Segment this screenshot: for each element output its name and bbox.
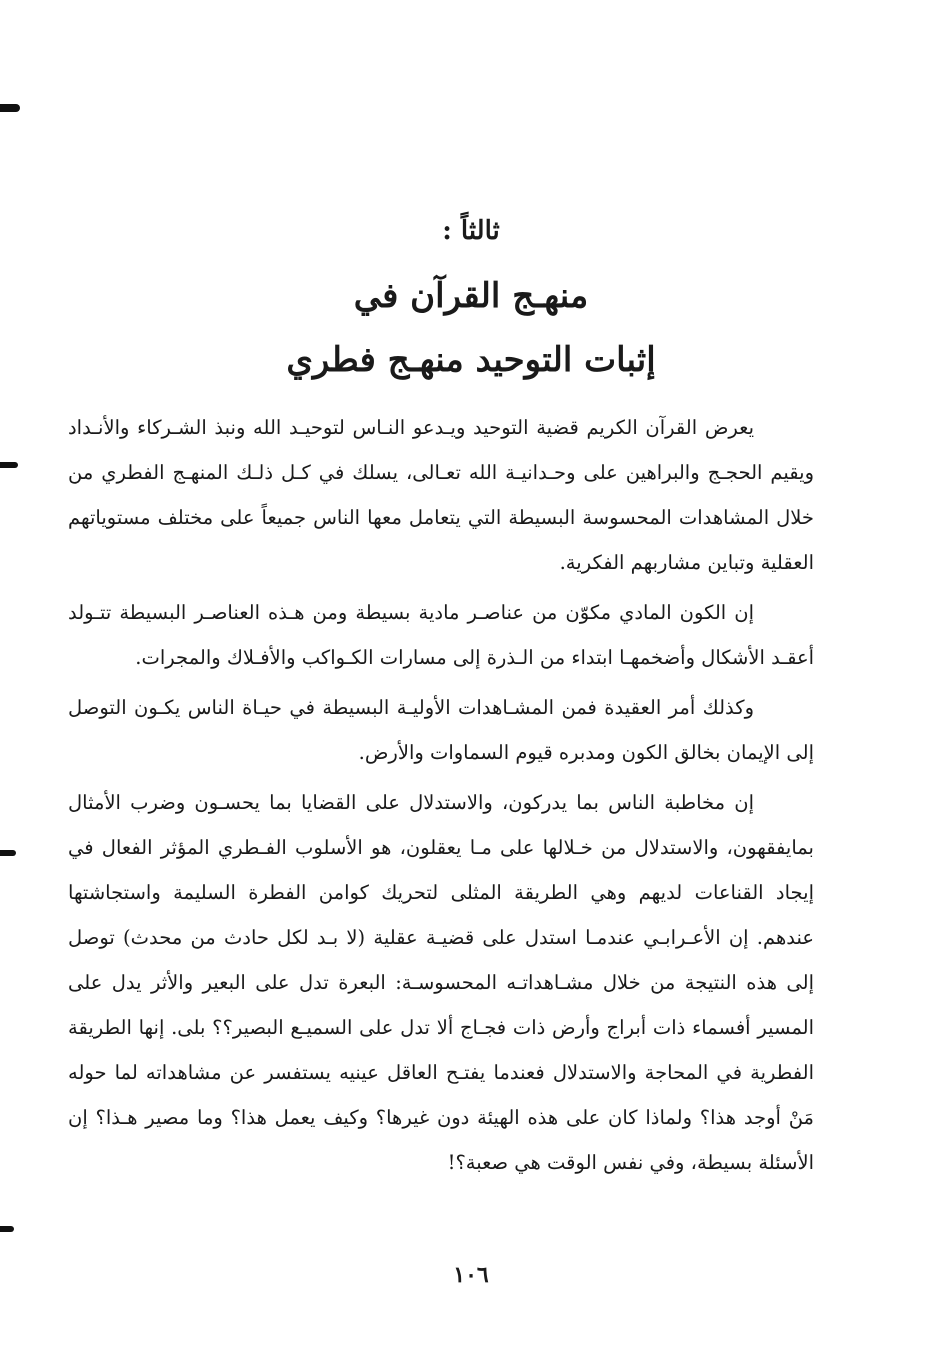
binding-mark — [0, 462, 18, 468]
body-text — [68, 405, 814, 1190]
chapter-title-line-1: منهـج القرآن في — [353, 276, 589, 316]
page-number: ١٠٦ — [453, 1262, 489, 1288]
chapter-title-line-2: إثبات التوحيد منهـج فطري — [286, 340, 656, 380]
section-label: ثالثاً : — [442, 216, 500, 246]
binding-mark — [0, 104, 20, 112]
paragraph: إن الكون المادي مكوّن من عناصـر مادية بسيطة ومن هـذه العناصـر البسيطة تتـولد أعقـد الأشكال وأضخمهـا ابتداء من الـذرة إلى مسارات الكـواكب والأفـلاك والمجرات. — [68, 601, 814, 669]
binding-mark — [0, 850, 16, 856]
paragraph: وكذلك أمر العقيدة فمن المشـاهدات الأوليـة البسيطة في حيـاة الناس يكـون التوصل إلى الإيمان بخالق الكون ومدبره قيوم السماوات والأرض. — [68, 696, 814, 764]
binding-mark — [0, 1226, 14, 1232]
paragraph: يعرض القرآن الكريم قضية التوحيد ويـدعو النـاس لتوحيـد الله ونبذ الشـركاء والأنـداد ويقيم الحجـج والبراهين على وحـدانيـة الله تعـالى، يسلك في كـل ذلـك المنهـج الفطري من خلال المشاهدات المحسوسة البسيطة التي يتعامل معها الناس جميعاً على مختلف مستوياتهم العقلية وتباين مشاربهم الفكرية. — [68, 416, 814, 574]
paragraph: إن مخاطبة الناس بما يدركون، والاستدلال على القضايا بما يحسـون وضرب الأمثال بمايفقهون، والاستدلال من خـلالها على مـا يعقلون، هو الأسلوب الفـطري المؤثر الفعال في إيجاد القناعات لديهم وهي الطريقة المثلى لتحريك كوامن الفطرة السليمة واستجاشتها عندهم. إن الأعـرابـي عندمـا استدل على قضيـة عقلية (لا بـد لكل حادث من محدث) توصل إلى هذه النتيجة من خلال مشـاهداتـه المحسوسـة: البعرة تدل على البعير والأثر يدل على المسير أفسماء ذات أبراج وأرض ذات فجـاج ألا تدل على السميـع البصير؟؟ بلى. إنها الطريقة الفطرية في المحاجة والاستدلال فعندما يفتـح العاقل عينيه يستفسر عن مشاهداته لما حوله مَنْ أوجد هذا؟ ولماذا كان على هذه الهيئة دون غيرها؟ وكيف يعمل هذا؟ وما مصير هـذا؟ إن الأسئلة بسيطة، وفي نفس الوقت هي صعبة؟! — [68, 791, 814, 1174]
